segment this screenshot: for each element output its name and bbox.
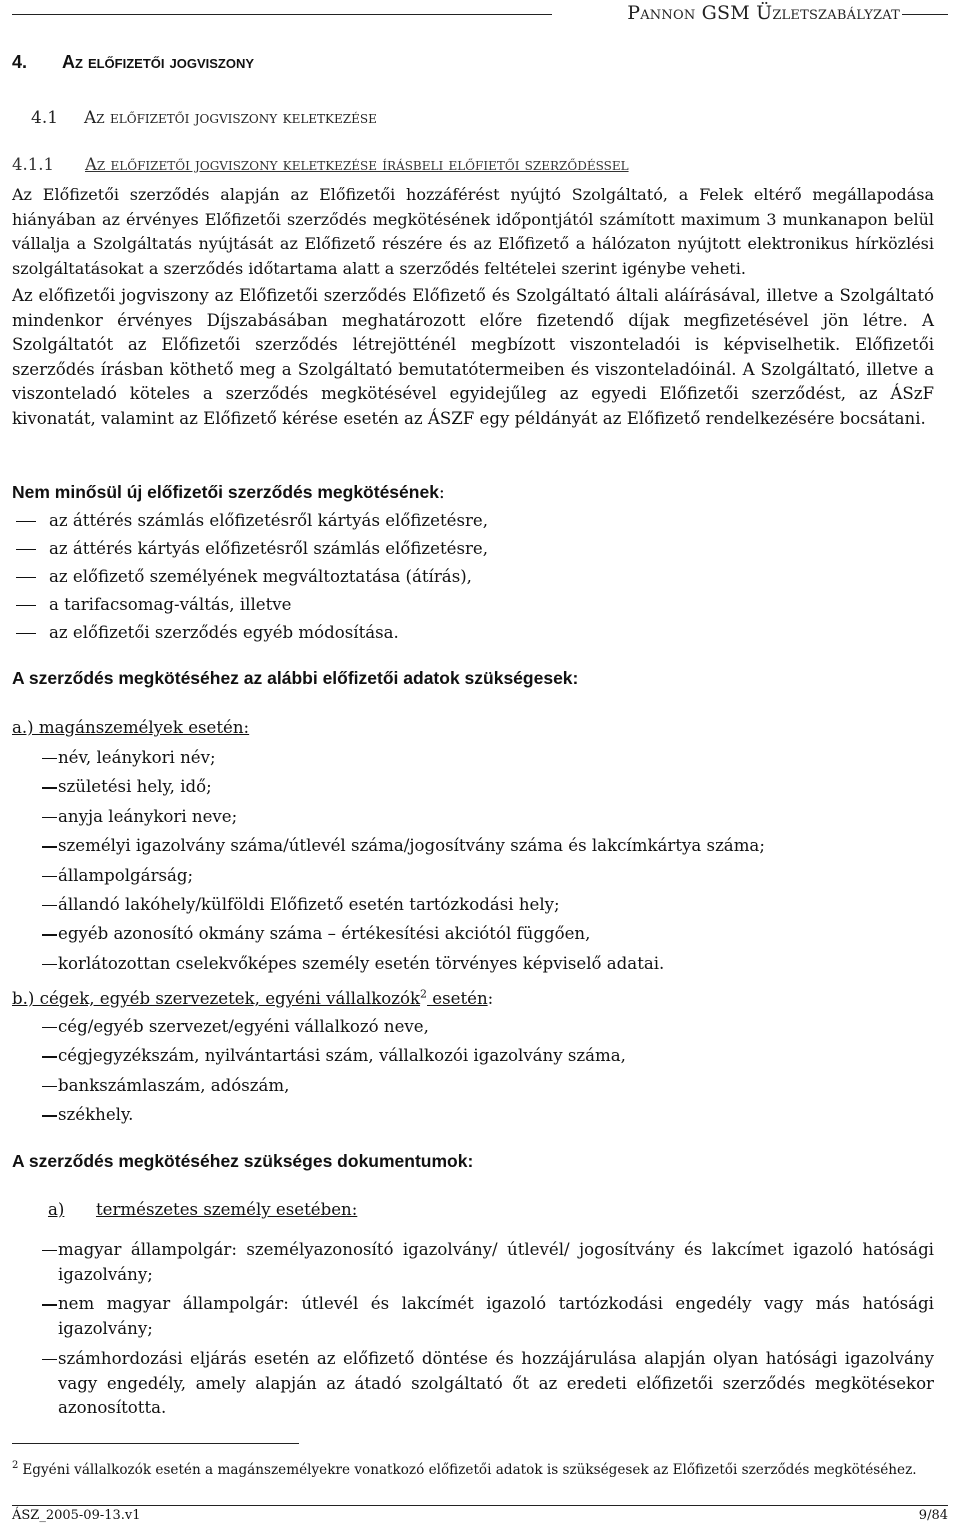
header-title: Pannon GSM Üzletszabályzat [627, 2, 900, 24]
subsubsection-number: 4.1.1 [12, 155, 54, 174]
list-item: egyéb azonosító okmány száma – értékesítési akciótól függően, [12, 921, 912, 950]
section-number: 4. [12, 52, 28, 72]
header-rule-left [12, 14, 552, 15]
list-item: magyar állampolgár: személyazonosító igazolvány/ útlevél/ jogosítvány és lakcímet igazoló hatósági igazolvány; [12, 1238, 934, 1287]
list-item: név, leánykori név; [12, 745, 912, 774]
list-item: állampolgárság; [12, 863, 912, 892]
list-item: az áttérés kártyás előfizetésről számlás előfizetésre, [12, 536, 488, 564]
list-item: születési hely, idő; [12, 774, 912, 803]
private-persons-label [12, 718, 249, 737]
paragraph-service-start: Az Előfizetői szerződés alapján az Előfizetői hozzáférést nyújtó Szolgáltató, a Felek eltérő megállapodása hiányában az érvényes Előfizetői szerződés megkötésének időpontjától számított maximum 3 munkanapon belül vállalja a Szolgáltatás nyújtását az Előfizető részére és az Előfizető a hálózaton nyújtott elektronikus hírközlési szolgáltatásokat a szerződés időtartama alatt a szerződés feltételei szerint igénybe veheti. [12, 185, 934, 278]
footnote-text: Egyéni vállalkozók esetén a magánszemélyekre vonatkozó előfizetői adatok is szükségesek az Előfizetői szerződés megkötéséhez. [22, 1462, 917, 1478]
data-required-heading: A szerződés megkötéséhez az alábbi előfizetői adatok szükségesek: [12, 668, 579, 688]
footnote [12, 1462, 917, 1478]
companies-label-suffix: esetén [427, 989, 488, 1008]
documents-list [12, 1238, 934, 1426]
list-item: személyi igazolvány száma/útlevél száma/jogosítvány száma és lakcímkártya száma; [12, 833, 912, 862]
list-item: állandó lakóhely/külföldi Előfizető esetén tartózkodási hely; [12, 892, 912, 921]
not-new-heading [12, 482, 445, 503]
documents-heading: A szerződés megkötéséhez szükséges dokumentumok: [12, 1151, 474, 1171]
companies-label-prefix: b.) cégek, egyéb szervezetek, egyéni vállalkozók [12, 989, 421, 1008]
list-item: az áttérés számlás előfizetésről kártyás előfizetésre, [12, 508, 488, 536]
subsection-number: 4.1 [31, 108, 59, 128]
list-item: a tarifacsomag-váltás, illetve [12, 592, 488, 620]
natural-person-label [48, 1200, 357, 1219]
subsubsection-heading [12, 155, 629, 174]
not-new-heading-text: Nem minősül új előfizetői szerződés megkötésének [12, 482, 439, 502]
not-new-heading-colon: : [438, 483, 445, 503]
footnote-rule [12, 1443, 299, 1444]
subsubsection-title: Az előfizetői jogviszony keletkezése írásbeli előfietői szerződéssel [85, 155, 629, 174]
list-item: székhely. [12, 1102, 912, 1131]
footer-rule [12, 1505, 948, 1506]
list-item: korlátozottan cselekvőképes személy esetén törvényes képviselő adatai. [12, 951, 912, 980]
list-item: anyja leánykori neve; [12, 804, 912, 833]
list-item: az előfizetői szerződés egyéb módosítása. [12, 620, 488, 648]
natural-person-text: természetes személy esetében: [96, 1200, 358, 1219]
list-item: nem magyar állampolgár: útlevél és lakcímét igazoló tartózkodási engedély vagy más hatósági igazolvány; [12, 1292, 934, 1341]
section-heading [12, 52, 254, 73]
private-persons-label-text: a.) magánszemélyek esetén: [12, 718, 250, 737]
footnote-ref[interactable]: 2 [420, 987, 428, 1001]
not-new-list [12, 508, 488, 648]
list-item: cég/egyéb szervezet/egyéni vállalkozó neve, [12, 1014, 912, 1043]
header-rule-right [895, 14, 948, 15]
companies-label-colon: : [487, 989, 494, 1008]
company-data-list [12, 1014, 912, 1132]
subsection-title: Az előfizetői jogviszony keletkezése [84, 108, 377, 128]
natural-person-marker: a) [48, 1200, 65, 1219]
list-item: az előfizető személyének megváltoztatása (átírás), [12, 564, 488, 592]
companies-label [12, 989, 493, 1008]
private-data-list [12, 745, 912, 980]
section-title: Az előfizetői jogviszony [62, 52, 255, 72]
footer-page-number: 9/84 [918, 1508, 948, 1523]
subsection-heading [31, 108, 377, 128]
footer-doc-id: ÁSZ_2005-09-13.v1 [12, 1508, 141, 1523]
list-item: számhordozási eljárás esetén az előfizető döntése és hozzájárulása alapján olyan hatósági igazolvány vagy engedély, amely alapján az átadó szolgáltató őt az eredeti előfizetői szerződés megkötésekor azonosította. [12, 1347, 934, 1421]
list-item: bankszámlaszám, adószám, [12, 1073, 912, 1102]
footnote-number: 2 [12, 1460, 19, 1472]
list-item: cégjegyzékszám, nyilvántartási szám, vállalkozói igazolvány száma, [12, 1043, 912, 1072]
paragraph-contract-creation: Az előfizetői jogviszony az Előfizetői szerződés Előfizető és Szolgáltató általi aláírásával, illetve a Szolgáltató mindenkor érvényes Díjszabásában meghatározott előre fizetendő díjak megfizetésével jön létre. A Szolgáltatót az Előfizetői szerződés létrejötténél megbízott viszonteladói is képviselhetik. Előfizetői szerződés írásban köthető meg a Szolgáltató bemutatótermeiben és viszonteladóinál. A Szolgáltató, illetve a viszonteladó köteles a szerződés megkötésével egyidejűleg az egyedi Előfizetői szerződést, az ÁSzF kivonatát, valamint az Előfizető kérése esetén az ÁSZF egy példányát az Előfizető rendelkezésére bocsátani. [12, 286, 934, 428]
